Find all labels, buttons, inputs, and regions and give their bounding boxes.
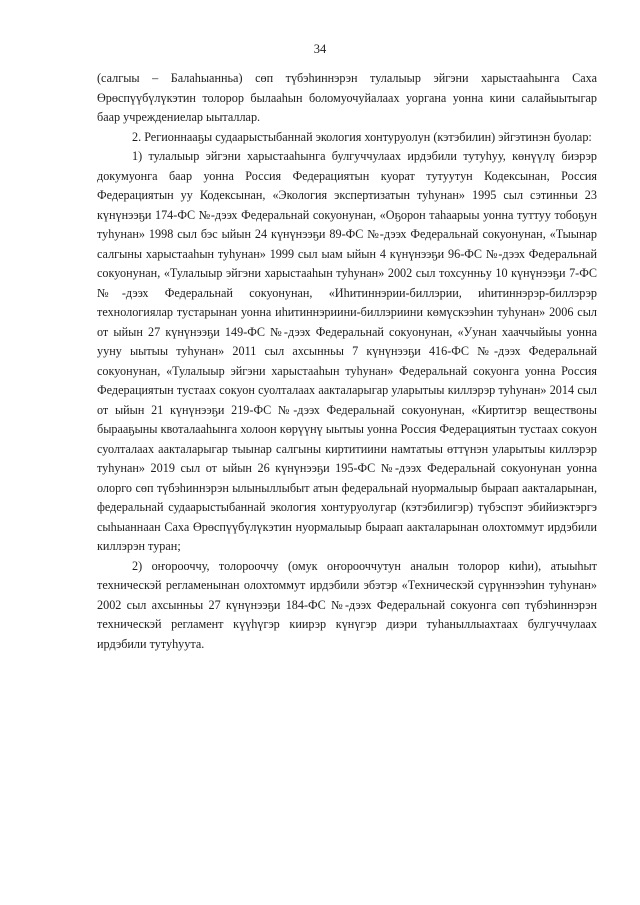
paragraph-item-2: 2) оҥорооччу, толорооччу (омук оҥорооччутун аналын толорор киһи), атыыһыт техническэй регламенынан олохтоммут ирдэбили эбэтэр «Техническэй сүрүннээһин туһунан» 2002 сыл ахсынньы 27 күнүнээҕи 184-ФС №-дээх Федеральнай сокуонга сөп түбэһиннэрэн техническэй регламент күүһүгэр киирэр күнүгэр диэри туһаныллыахтаах булгуччулаах ирдэбили тутуһуута. <box>97 558 597 651</box>
paragraph-item-1: 1) тулалыыр эйгэни харыстааһынга булгуччулаах ирдэбили тутуһуу, көнүүлү биэрэр докумуонга баар уонна Россия Федерациятын куорат тутуутун Кодексынан, Россия Федерациятын уу Кодексынан, «Экология экспертизатын туһунан» 1995 сыл сэтинньи 23 күнүнээҕи 174-ФС №-дээх Федеральнай сокуонунан, «Оҕорон таһаарыы уонна туттуу тобоҕун туһунан» 1998 сыл бэс ыйын 24 күнүнээҕи 89-ФС №-дээх Федеральнай сокуонунан, «Тыынар салгыны харыстааһын туһунан» 1999 сыл ыам ыйын 4 күнүнээҕи 96-ФС №-дээх Федеральнай сокуонунан, «Тулалыыр эйгэни харыстааһын туһунан» 2002 сыл тохсунньу 10 күнүнээҕи 7-ФС №-дээх Федеральнай сокуонунан, «Иһитиннэрии-биллэрии, иһитиннэрэр-биллэрэр технологиялар тустарынан уонна иһитиннэриини-биллэриини көмүскээһин туһунан» 2006 сыл от ыйын 27 күнүнээҕи 149-ФС №-дээх Федеральнай сокуонунан, «Уунан хааччыйыы уонна ууну ыытыы туһунан» 2011 сыл ахсынньы 7 күнүнээҕи 416-ФС №-дээх Федеральнай сокуонунан, «Тулалыыр эйгэни харыстааһын туһунан» Федеральнай сокуонга уонна Россия Федерациятын тустаах сокуон суолталаах аакталарыгар уларытыы киллэрэр туһунан» 2014 сыл от ыйын 21 күнүнээҕи 219-ФС №-дээх Федеральнай сокуонунан, «Киртитэр веществоны бырааҕыны квоталааһынга холоон көрүүнү ыытыы уонна Россия Федерациятын тустаах сокуон суолталаах аакталарыгар тыынар салгыны киртитиини намтатыы өттүнэн уларытыы киллэрэр туһунан» 2019 сыл от ыйын 26 күнүнээҕи 195-ФС №-дээх Федеральнай сокуонунан уонна олорго сөп түбэһиннэрэн ылыныллыбыт атын федеральнай нуормалыыр быраап аакталарынан, федеральнай судаарыстыбаннай экология хонтуруолугар (кэтэбилигэр) түбэспэт эбийиэктэргэ сыһыаннаан Саха Өрөспүүбүлүкэтин нуормалыыр быраап аакталарынан олохтоммут ирдэбили киллэрэн туран; <box>97 149 597 553</box>
paragraph-continuation: (салгыы – Балаһыанньа) сөп түбэһиннэрэн тулалыыр эйгэни харыстааһынга Саха Өрөспүүбүлүкэтин толорор былааһын боломуочуйалаах уоргана уонна кини салайыытыгар баар учреждениелар ыыталлар. <box>97 71 597 124</box>
page-number: 34 <box>313 42 327 56</box>
paragraph-section-2: 2. Регионнааҕы судаарыстыбаннай экология хонтуруолун (кэтэбилин) эйгэтинэн буолар: <box>132 129 592 144</box>
body-text <box>97 69 597 654</box>
